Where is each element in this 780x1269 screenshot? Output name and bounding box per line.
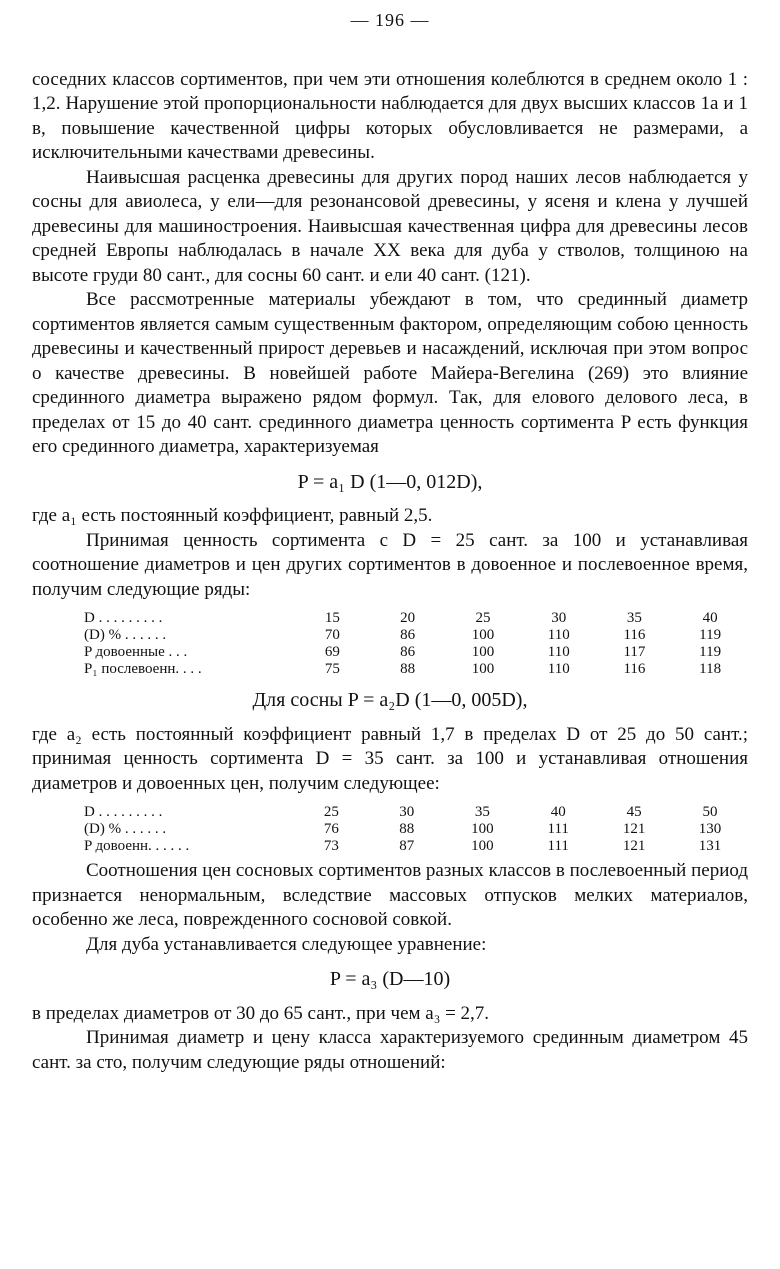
table-cell: 25 bbox=[323, 804, 339, 820]
table-cell: 86 bbox=[400, 627, 416, 643]
paragraph-8: Для дуба устанавливается следующее уравнение: bbox=[86, 933, 487, 955]
row-label: (D) % . . . . . . bbox=[84, 821, 167, 837]
table-cell: 40 bbox=[550, 804, 566, 820]
table-cell: 100 bbox=[471, 661, 495, 677]
pine-table bbox=[84, 804, 748, 855]
table-cell: 121 bbox=[622, 838, 646, 854]
table-row bbox=[84, 821, 748, 838]
table-cell: 118 bbox=[699, 661, 722, 677]
table-cell: 110 bbox=[547, 627, 570, 643]
table-cell: 100 bbox=[471, 627, 495, 643]
paragraph-10: Принимая диаметр и цену класса характеризуемого срединным диаметром 45 сант. за сто, получим следующие ряды отношений: bbox=[32, 1027, 748, 1073]
row-label: (D) % . . . . . . bbox=[84, 627, 167, 643]
row-label: D . . . . . . . . . bbox=[84, 804, 163, 820]
table-cell: 25 bbox=[475, 610, 491, 626]
table-cell: 100 bbox=[471, 644, 495, 660]
spruce-table bbox=[84, 610, 748, 678]
table-cell: 116 bbox=[623, 627, 646, 643]
table-cell: 87 bbox=[399, 838, 415, 854]
spruce-table-wrap bbox=[84, 610, 748, 678]
table-cell: 110 bbox=[547, 644, 570, 660]
table-cell: 30 bbox=[399, 804, 415, 820]
table-cell: 86 bbox=[400, 644, 416, 660]
paragraph-9: в пределах диаметров от 30 до 65 сант., при чем a₃ = 2,7. bbox=[32, 1002, 490, 1024]
table-cell: 88 bbox=[399, 821, 415, 837]
table-cell: 50 bbox=[702, 804, 718, 820]
paragraph-4: где a₁ есть постоянный коэффициент, равный 2,5. bbox=[32, 505, 433, 526]
table-row bbox=[84, 661, 748, 678]
document-page bbox=[32, 8, 748, 1075]
table-cell: 15 bbox=[324, 610, 340, 626]
table-cell: 111 bbox=[547, 821, 569, 837]
table-cell: 75 bbox=[324, 661, 340, 677]
paragraph-7: Соотношения цен сосновых сортиментов разных классов в послевоенный период признается ненормальным, вследствие массовых отпусков мелких материалов, особенно же леса, поврежденного сосновой совкой. bbox=[32, 860, 748, 930]
table-cell: 30 bbox=[551, 610, 567, 626]
table-cell: 20 bbox=[400, 610, 416, 626]
table-cell: 119 bbox=[699, 627, 722, 643]
paragraph-3: Все рассмотренные материалы убеждают в том, что срединный диаметр сортиментов является самым существенным фактором, определяющим собою ценность древесины и качественный прирост деревьев и насаждений, исключая при этом вопрос о качестве древесины. В новейшей работе Майера-Вегелина (269) это влияние срединного диаметра выражено рядом формул. Так, для елового делового леса, в пределах от 15 до 40 сант. срединного диаметра ценность сортимента P есть функция его срединного диаметра, характеризуемая bbox=[32, 289, 748, 457]
paragraph-2: Наивысшая расценка древесины для других пород наших лесов наблюдается у сосны для авиолеса, у ели—для резонансовой древесины, у ясеня и клена у лучшей древесины для машиностроения. Наивысшая качественная цифра для древесины лесов средней Европы наблюдалась в начале XX века для дуба у стволов, толщиною на высоте груди 80 сант., для сосны 60 сант. и ели 40 сант. (121). bbox=[32, 166, 748, 286]
table-row bbox=[84, 627, 748, 644]
table-row bbox=[84, 644, 748, 661]
table-cell: 111 bbox=[547, 838, 569, 854]
row-label: P₁ послевоенн. . . . bbox=[84, 661, 202, 677]
paragraph-5: Принимая ценность сортимента с D = 25 сант. за 100 и устанавливая соотношение диаметров и цен других сортиментов в довоенное и послевоенное время, получим следующие ряды: bbox=[32, 529, 748, 600]
formula-oak: P = a₃ (D—10) bbox=[329, 968, 451, 990]
table-cell: 70 bbox=[324, 627, 340, 643]
table-cell: 35 bbox=[474, 804, 490, 820]
table-cell: 73 bbox=[323, 838, 339, 854]
table-cell: 88 bbox=[400, 661, 416, 677]
table-cell: 116 bbox=[623, 661, 646, 677]
table-cell: 35 bbox=[626, 610, 642, 626]
formula-pine: Для сосны P = a₂D (1—0, 005D), bbox=[252, 689, 528, 711]
table-cell: 45 bbox=[626, 804, 642, 820]
table-row bbox=[84, 838, 748, 855]
table-cell: 100 bbox=[471, 838, 494, 854]
row-label: P довоенные . . . bbox=[84, 644, 188, 660]
formula-spruce: P = a₁ D (1—0, 012D), bbox=[297, 470, 483, 493]
row-label: P довоенн. . . . . . bbox=[84, 838, 190, 854]
table-cell: 69 bbox=[324, 644, 340, 660]
table-cell: 76 bbox=[323, 821, 339, 837]
table-cell: 110 bbox=[547, 661, 570, 677]
table-cell: 40 bbox=[702, 610, 718, 626]
paragraph-6: где a₂ есть постоянный коэффициент равный 1,7 в пределах D от 25 до 50 сант.; принимая ценность сортимента D = 35 сант. за 100 и устанавливая отношения диаметров и довоенных цен, получим следующее: bbox=[32, 723, 748, 794]
table-cell: 117 bbox=[623, 644, 646, 660]
pine-table-wrap bbox=[84, 804, 748, 855]
page-number: — 196 — bbox=[350, 10, 430, 30]
table-cell: 131 bbox=[698, 838, 722, 854]
table-cell: 121 bbox=[622, 821, 646, 837]
table-cell: 119 bbox=[699, 644, 722, 660]
row-label: D . . . . . . . . . bbox=[84, 610, 163, 626]
table-cell: 100 bbox=[471, 821, 494, 837]
table-row bbox=[84, 804, 748, 821]
paragraph-1: соседних классов сортиментов, при чем эти отношения колеблются в среднем около 1 : 1,2. Нарушение этой пропорциональности наблюдается для двух высших классов 1а и 1 в, повышение качественной цифры которых обусловливается не размерами, а исключительными качествами древесины. bbox=[32, 68, 748, 163]
table-cell: 130 bbox=[698, 821, 722, 837]
table-row bbox=[84, 610, 748, 627]
